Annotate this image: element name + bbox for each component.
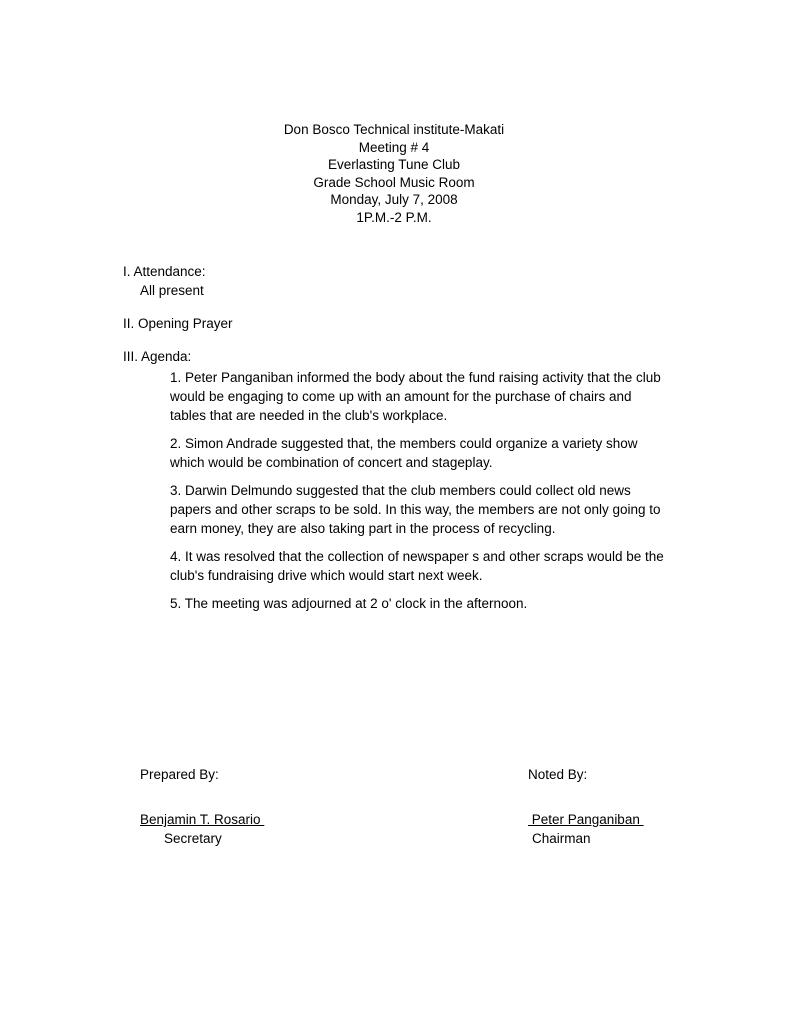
agenda-item: 1. Peter Panganiban informed the body about the fund raising activity that the club would be engaging to come up with an amount for the purchase of chairs and tables that are needed in the club's workplace. (170, 370, 661, 423)
agenda-item: 3. Darwin Delmundo suggested that the club members could collect old news papers and other scraps to be sold. In this way, the members are not only going to earn money, they are also taking part in the process of recycling. (170, 483, 661, 536)
signature-column-noted-by (528, 765, 644, 848)
noted-by-role: Chairman (532, 831, 591, 846)
document-body (123, 262, 668, 613)
header-line-time: 1P.M.-2 P.M. (356, 209, 432, 225)
opening-prayer-heading: II. Opening Prayer (123, 316, 233, 331)
section-attendance (123, 262, 668, 300)
attendance-detail: All present (140, 283, 204, 298)
prepared-by-name: Benjamin T. Rosario (140, 812, 265, 827)
document-header (0, 121, 788, 227)
header-line-organization: Don Bosco Technical institute-Makati (283, 122, 505, 137)
prepared-by-label: Prepared By: (140, 767, 219, 782)
header-line-meeting-number: Meeting # 4 (358, 139, 430, 155)
signature-block (0, 765, 788, 855)
header-line-club-name: Everlasting Tune Club (327, 157, 461, 173)
noted-by-name: Peter Panganiban (528, 812, 644, 827)
prepared-by-signature-space (140, 784, 264, 810)
section-agenda (123, 347, 668, 613)
header-line-date: Monday, July 7, 2008 (330, 192, 458, 208)
agenda-list (123, 368, 668, 613)
prepared-by-role: Secretary (164, 831, 222, 846)
signature-column-prepared-by (140, 765, 264, 848)
spacer-after-opening-prayer (123, 333, 668, 347)
spacer-after-attendance (123, 300, 668, 314)
agenda-item: 5. The meeting was adjourned at 2 o' clock in the afternoon. (170, 596, 528, 611)
attendance-heading: I. Attendance: (123, 264, 206, 279)
agenda-heading: III. Agenda: (123, 349, 192, 364)
agenda-item: 4. It was resolved that the collection of newspaper s and other scraps would be the club's fundraising drive which would start next week. (170, 549, 664, 583)
agenda-item: 2. Simon Andrade suggested that, the members could organize a variety show which would be combination of concert and stageplay. (170, 436, 638, 470)
noted-by-label: Noted By: (528, 767, 588, 782)
noted-by-signature-space (528, 784, 644, 810)
header-line-venue: Grade School Music Room (313, 174, 475, 190)
section-opening-prayer (123, 314, 668, 333)
